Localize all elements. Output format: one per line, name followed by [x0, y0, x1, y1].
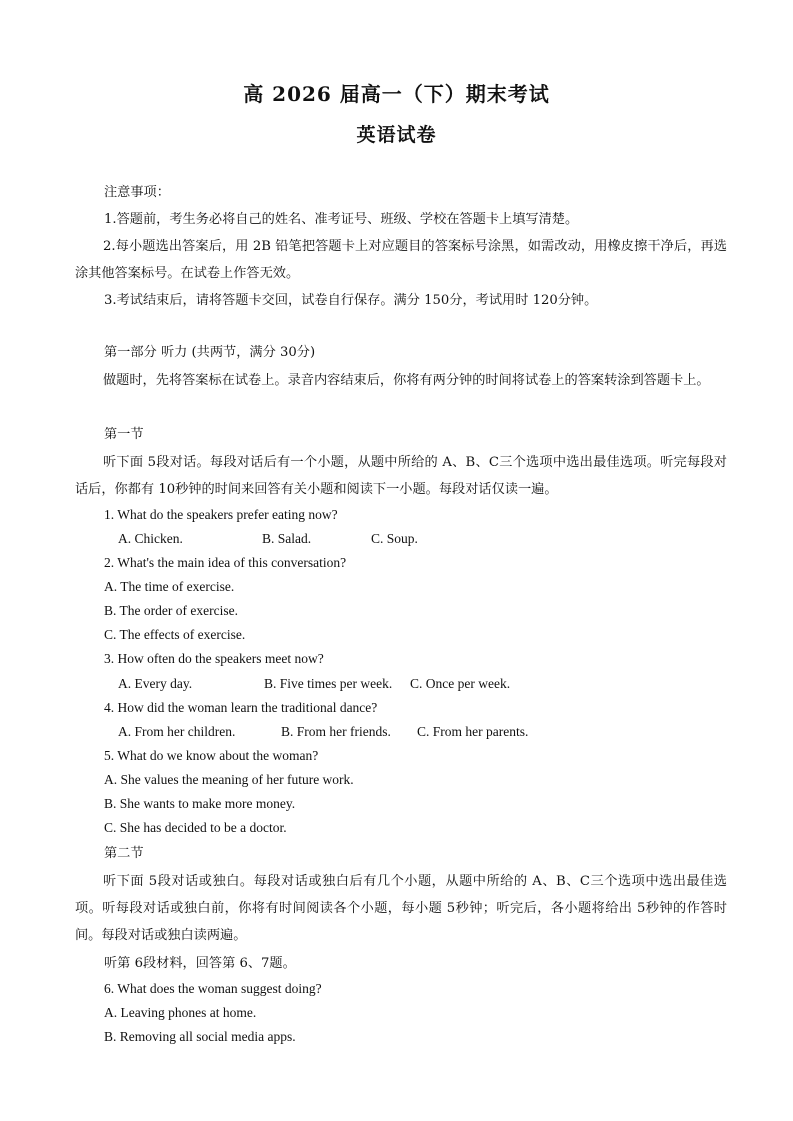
- option-b: B. Salad.: [262, 531, 312, 546]
- option-a: A. Leaving phones at home.: [104, 1005, 257, 1020]
- notice-heading: 注意事项：: [104, 185, 170, 200]
- option-a: A. From her children.: [118, 724, 236, 739]
- option-a: A. Chicken.: [118, 531, 183, 546]
- question-stem: 5. What do we know about the woman?: [104, 748, 319, 763]
- option-a: A. The time of exercise.: [104, 579, 235, 594]
- part1-heading: 第一部分 听力 (共两节，满分 30分): [104, 345, 316, 360]
- option-c: C. From her parents.: [417, 724, 529, 739]
- notice-item-1: 1.答题前，考生务必将自己的姓名、准考证号、班级、学校在答题卡上填写清楚。: [104, 212, 579, 227]
- option-c: C. Once per week.: [410, 676, 511, 691]
- question-stem: 3. How often do the speakers meet now?: [104, 651, 324, 666]
- exam-subtitle: 英语试卷: [356, 124, 437, 146]
- section2-heading: 第二节: [104, 846, 144, 861]
- question-stem: 2. What's the main idea of this conversation?: [104, 555, 347, 570]
- option-c: C. She has decided to be a doctor.: [104, 820, 287, 835]
- option-c: C. Soup.: [371, 531, 418, 546]
- material-6-label: 听第 6段材料，回答第 6、7题。: [104, 956, 296, 971]
- part1-instruction: 做题时，先将答案标在试卷上。录音内容结束后，你将有两分钟的时间将试卷上的答案转涂到答题卡上。: [103, 373, 710, 388]
- option-c: C. The effects of exercise.: [104, 627, 246, 642]
- question-stem: 6. What does the woman suggest doing?: [104, 981, 322, 996]
- section1-heading: 第一节: [104, 427, 144, 442]
- question-stem: 1. What do the speakers prefer eating now?: [104, 507, 338, 522]
- option-b: B. Five times per week.: [264, 676, 393, 691]
- exam-title: 高 2026 届高一（下）期末考试: [243, 82, 550, 106]
- option-b: B. The order of exercise.: [104, 603, 238, 618]
- option-b: B. From her friends.: [281, 724, 391, 739]
- option-a: A. Every day.: [118, 676, 193, 691]
- notice-item-3: 3.考试结束后，请将答题卡交回，试卷自行保存。满分 150分，考试用时 120分钟。: [104, 293, 598, 308]
- option-a: A. She values the meaning of her future work.: [104, 772, 354, 787]
- question-stem: 4. How did the woman learn the traditional dance?: [104, 700, 378, 715]
- notice-item-2: 2.每小题选出答案后，用 2B 铅笔把答题卡上对应题目的答案标号涂黑，如需改动，用橡皮擦干净后，再选涂其他答案标号。在试卷上作答无效。: [75, 239, 727, 281]
- option-b: B. She wants to make more money.: [104, 796, 296, 811]
- section1-instruction: 听下面 5段对话。每段对话后有一个小题，从题中所给的 A、B、C三个选项中选出最佳选项。听完每段对话后，你都有 10秒钟的时间来回答有关小题和阅读下一小题。每段对话仅读一遍。: [75, 455, 727, 497]
- section2-instruction: 听下面 5段对话或独白。每段对话或独白后有几个小题，从题中所给的 A、B、C三个选项中选出最佳选项。听每段对话或独白前，你将有时间阅读各个小题，每小题 5秒钟；听完后，各小题将给出 5秒钟的作答时间。每段对话或独白读两遍。: [75, 874, 727, 943]
- option-b: B. Removing all social media apps.: [104, 1029, 296, 1044]
